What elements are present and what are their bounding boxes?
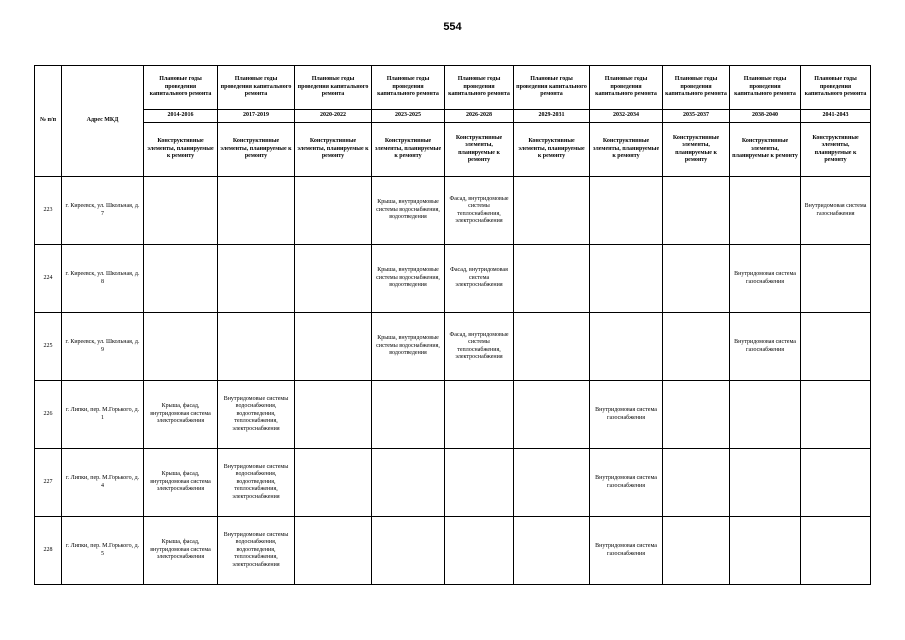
header-planned-years: Плановые годы проведения капитального ремонта [295, 66, 372, 110]
repair-elements-cell [445, 449, 514, 517]
header-planned-years: Плановые годы проведения капитального ремонта [218, 66, 295, 110]
header-planned-years: Плановые годы проведения капитального ремонта [801, 66, 871, 110]
header-period: 2032-2034 [590, 110, 663, 123]
repair-elements-cell [514, 381, 590, 449]
row-number: 225 [35, 313, 62, 381]
repair-elements-cell [372, 449, 445, 517]
header-elements: Конструктивные элементы, планируемые к ремонту [218, 123, 295, 177]
header-row-periods [35, 110, 871, 123]
repair-elements-cell: Внутридомовая система газоснабжения [590, 381, 663, 449]
header-planned-years: Плановые годы проведения капитального ремонта [445, 66, 514, 110]
header-num: № п/п [35, 66, 62, 177]
repair-elements-cell [218, 177, 295, 245]
repair-elements-cell: Внутридомовая система газоснабжения [590, 449, 663, 517]
row-address: г. Киреевск, ул. Школьная, д. 9 [62, 313, 144, 381]
table-body [35, 177, 871, 585]
repair-elements-cell [295, 245, 372, 313]
repair-elements-cell [663, 381, 730, 449]
header-elements: Конструктивные элементы, планируемые к ремонту [514, 123, 590, 177]
header-planned-years: Плановые годы проведения капитального ремонта [372, 66, 445, 110]
repair-elements-cell: Крыша, внутридомовые системы водоснабжения, водоотведения [372, 177, 445, 245]
repair-elements-cell [514, 517, 590, 585]
repair-elements-cell: Крыша, фасад, внутридомовая система электроснабжения [144, 517, 218, 585]
row-number: 227 [35, 449, 62, 517]
repair-elements-cell: Внутридомовая система газоснабжения [730, 245, 801, 313]
repair-elements-cell [218, 313, 295, 381]
capital-repair-table [34, 65, 871, 585]
header-elements: Конструктивные элементы, планируемые к ремонту [144, 123, 218, 177]
header-period: 2035-2037 [663, 110, 730, 123]
row-address: г. Киреевск, ул. Школьная, д. 8 [62, 245, 144, 313]
repair-elements-cell [663, 313, 730, 381]
page-number: 554 [443, 21, 462, 33]
repair-elements-cell [801, 449, 871, 517]
repair-elements-cell: Внутридомовые системы водоснабжения, водоотведения, теплоснабжения, электроснабжения [218, 449, 295, 517]
repair-elements-cell [144, 177, 218, 245]
header-period: 2041-2043 [801, 110, 871, 123]
header-row-years [35, 66, 871, 110]
row-number: 228 [35, 517, 62, 585]
table-row [35, 245, 871, 313]
repair-elements-cell: Фасад, внутридомовые системы теплоснабжения, электроснабжения [445, 177, 514, 245]
repair-elements-cell [801, 313, 871, 381]
header-planned-years: Плановые годы проведения капитального ремонта [730, 66, 801, 110]
repair-elements-cell: Внутридомовые системы водоснабжения, водоотведения, теплоснабжения, электроснабжения [218, 517, 295, 585]
table-row [35, 313, 871, 381]
repair-elements-cell [218, 245, 295, 313]
repair-elements-cell: Внутридомовая система газоснабжения [730, 313, 801, 381]
row-address: г. Липки, пер. М.Горького, д. 1 [62, 381, 144, 449]
repair-elements-cell [730, 449, 801, 517]
repair-elements-cell [372, 381, 445, 449]
row-address: г. Липки, пер. М.Горького, д. 5 [62, 517, 144, 585]
header-elements: Конструктивные элементы, планируемые к ремонту [295, 123, 372, 177]
repair-elements-cell [590, 313, 663, 381]
row-address: г. Липки, пер. М.Горького, д. 4 [62, 449, 144, 517]
row-number: 226 [35, 381, 62, 449]
repair-elements-cell [663, 245, 730, 313]
header-address: Адрес МКД [62, 66, 144, 177]
repair-elements-cell [590, 177, 663, 245]
header-period: 2029-2031 [514, 110, 590, 123]
row-address: г. Киреевск, ул. Школьная, д. 7 [62, 177, 144, 245]
repair-elements-cell [144, 245, 218, 313]
repair-elements-cell [801, 245, 871, 313]
repair-elements-cell [144, 313, 218, 381]
repair-elements-cell [663, 177, 730, 245]
repair-elements-cell [663, 517, 730, 585]
header-elements: Конструктивные элементы, планируемые к ремонту [801, 123, 871, 177]
header-planned-years: Плановые годы проведения капитального ремонта [144, 66, 218, 110]
repair-elements-cell [514, 449, 590, 517]
repair-elements-cell [445, 381, 514, 449]
repair-elements-cell [295, 381, 372, 449]
row-number: 224 [35, 245, 62, 313]
header-period: 2038-2040 [730, 110, 801, 123]
header-period: 2026-2028 [445, 110, 514, 123]
repair-elements-cell [295, 449, 372, 517]
repair-elements-cell [801, 381, 871, 449]
repair-elements-cell: Крыша, внутридомовые системы водоснабжения, водоотведения [372, 313, 445, 381]
repair-elements-cell [295, 313, 372, 381]
header-period: 2020-2022 [295, 110, 372, 123]
table-row [35, 449, 871, 517]
header-planned-years: Плановые годы проведения капитального ремонта [514, 66, 590, 110]
repair-elements-cell [730, 177, 801, 245]
repair-elements-cell: Внутридомовые системы водоснабжения, водоотведения, теплоснабжения, электроснабжения [218, 381, 295, 449]
header-elements: Конструктивные элементы, планируемые к ремонту [590, 123, 663, 177]
repair-elements-cell [730, 517, 801, 585]
header-period: 2023-2025 [372, 110, 445, 123]
header-period: 2014-2016 [144, 110, 218, 123]
header-elements: Конструктивные элементы, планируемые к ремонту [663, 123, 730, 177]
repair-elements-cell [801, 517, 871, 585]
repair-elements-cell [295, 177, 372, 245]
repair-elements-cell: Крыша, фасад, внутридомовая система электроснабжения [144, 449, 218, 517]
repair-elements-cell: Внутридомовая система газоснабжения [801, 177, 871, 245]
header-planned-years: Плановые годы проведения капитального ремонта [663, 66, 730, 110]
header-elements: Конструктивные элементы, планируемые к ремонту [730, 123, 801, 177]
repair-elements-cell [514, 313, 590, 381]
repair-elements-cell [663, 449, 730, 517]
repair-elements-cell [372, 517, 445, 585]
repair-elements-cell [295, 517, 372, 585]
repair-elements-cell [590, 245, 663, 313]
repair-elements-cell: Крыша, внутридомовые системы водоснабжения, водоотведения [372, 245, 445, 313]
repair-elements-cell [730, 381, 801, 449]
repair-elements-cell: Фасад, внутридомовые системы теплоснабжения, электроснабжения [445, 313, 514, 381]
repair-elements-cell [514, 177, 590, 245]
repair-elements-cell [514, 245, 590, 313]
table-row [35, 517, 871, 585]
header-elements: Конструктивные элементы, планируемые к ремонту [445, 123, 514, 177]
repair-elements-cell: Внутридомовая система газоснабжения [590, 517, 663, 585]
header-row-elements [35, 123, 871, 177]
repair-elements-cell: Крыша, фасад, внутридомовая система электроснабжения [144, 381, 218, 449]
row-number: 223 [35, 177, 62, 245]
repair-elements-cell: Фасад, внутридомовая система электроснабжения [445, 245, 514, 313]
repair-elements-cell [445, 517, 514, 585]
header-elements: Конструктивные элементы, планируемые к ремонту [372, 123, 445, 177]
header-period: 2017-2019 [218, 110, 295, 123]
table-row [35, 177, 871, 245]
table-row [35, 381, 871, 449]
header-planned-years: Плановые годы проведения капитального ремонта [590, 66, 663, 110]
